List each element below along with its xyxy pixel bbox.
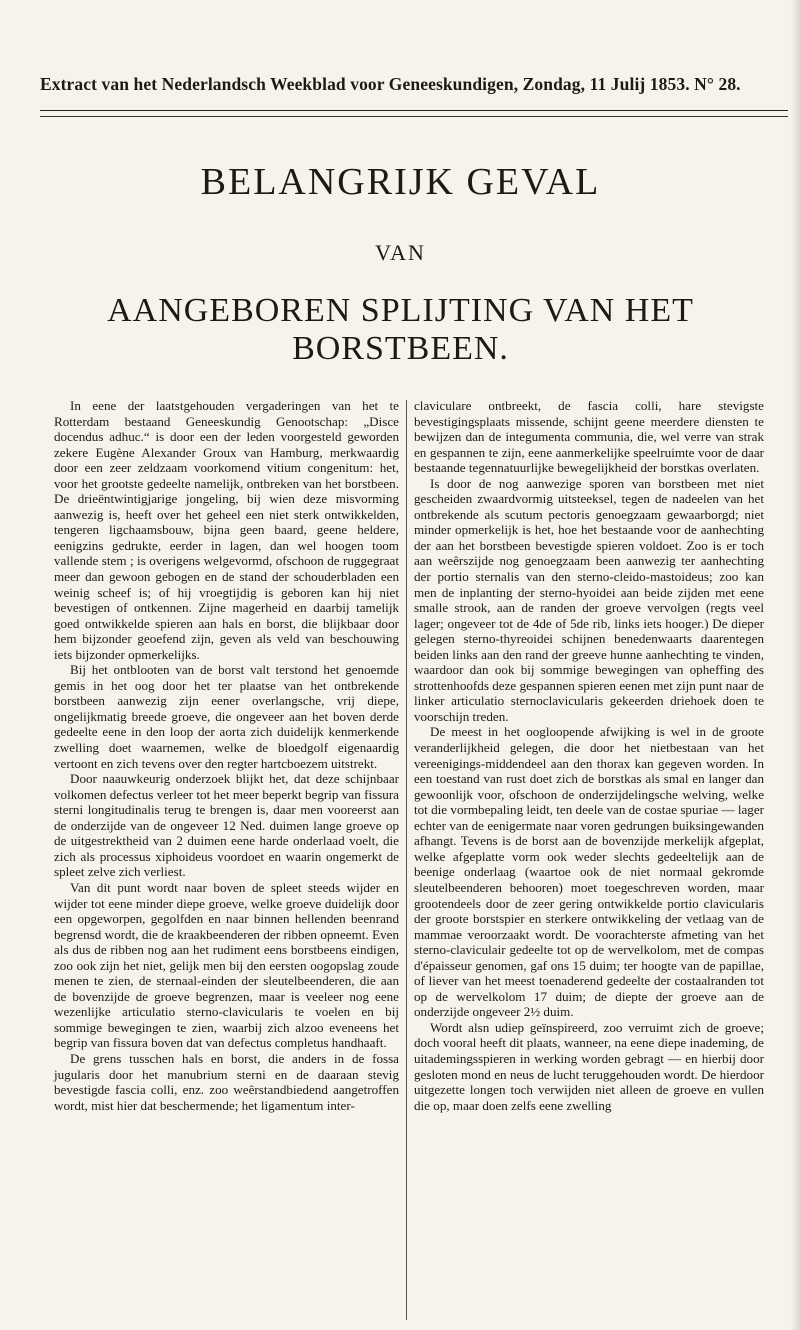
page-edge-shadow [791,0,801,1330]
paragraph: Bij het ontblooten van de borst valt terstond het genoemde gemis in het oog door het ter plaatse van het ontbrekende borstbeen aanwezig zijn eener overlangsche, vrij diepe, ongelijkmatig breede groeve, die ongeveer aan het boven derde gedeelte eene in den loop der aorta zich duidelijk kenmerkende zwelling doet waarnemen, welke de bloedgolf eigenaardig vertoont en zich tevens over den regter hartcboezem uitstrekt. [54,662,399,771]
journal-header [40,74,790,95]
header-rule-thin [40,116,788,117]
issue-number: N° 28. [694,74,741,94]
left-column [54,398,399,1113]
journal-header-text: Extract van het Nederlandsch Weekblad voor Geneeskundigen, Zondag, 11 Julij 1853. [40,74,690,94]
title-line-2: VAN [375,240,426,265]
paragraph: De grens tusschen hals en borst, die anders in de fossa jugularis door het manubrium sterni en de daaraan stevig bevestigde fascia colli, enz. zoo weêrstandbiedend aangetroffen wordt, mist hier dat beschermende; het ligamentum inter- [54,1050,399,1113]
paragraph: Van dit punt wordt naar boven de spleet steeds wijder en wijder tot eene minder diepe groeve, welke groeve duidelijk door een opgeworpen, gegolfden en naar binnen hellenden beenrand begrensd wordt, die de kraakbeenderen der ribben opneemt. Even als dus de ribben nog aan het rudiment eens borstbeens eindigen, zoo ook zijn het niet, gelijk men bij den eersten oogopslag zoude menen te zien, de sternaal-einden der sleutelbeenderen, die aan de bovenzijde de groeve begrenzen, maar is veeleer nog eene wezenlijke articulatio sterno-clavicularis te voelen en bij sommige bewegingen te zien, waarbij zich alzoo eveneens het begrip van fissura boven dat van defectus completus handhaaft. [54,879,399,1051]
paragraph: Is door de nog aanwezige sporen van borstbeen met niet gescheiden zwaardvormig uitsteeksel, tegen de nadeelen van het ontbrekende als scutum pectoris genoegzaam gewaarborgd; niet minder opmerkelijk is het, hoe het bestaande voor de aanhechting der aan het borstbeen bevestigde spieren voldoet. Zoo is er toch aan weêrszijde nog genoegzaam been aanwezig ter aanhechting der portio sternalis van den sterno-cleido-mastoideus; zoo kan men de inplanting der sterno-hyoidei aan beide zijden met eene smalle strook, aan de randen der groeve vervolgen (regts veel lager; ongeveer tot de 4de of 5de rib, links iets hooger.) De dieper gelegen sterno-thyreoidei schijnen benedenwaarts daarentegen beiden links aan den rand der greeve hunne aanhechting te vinden, waardoor dan ook bij sommige bewegingen van opheffing des strottenhoofds deze gespannen spieren eenen met zijn punt naar de linker articulatio sternoclavicularis gekeerden driehoek doen te voorschijn treden. [414,475,764,724]
header-rule-thick [40,110,788,111]
paragraph: Wordt alsn udiep geïnspireerd, zoo verruimt zich de groeve; doch vooral heeft dit plaats, wanneer, na eene diepe inademing, de uitademingsspieren in werking worden gebragt — en hierbij door gesloten mond en neus de lucht teruggehouden wordt. De hierdoor uitgezette longen toch verwijden niet alleen de groeve en vullen die op, maar doen zelfs eene zwelling [414,1019,764,1113]
column-divider [406,400,407,1320]
right-column [414,398,764,1113]
paragraph: In eene der laatstgehouden vergaderingen van het te Rotterdam bestaand Geneeskundig Genootschap: „Disce docendus adhuc.“ is door een der leden voorgesteld geworden zekere Eugène Alexander Groux van Hamburg, merkwaardig door een zeer zeldzaam voorkomend vitium congenitum: het, voor het grootste gedeelte namelijk, ontbreken van het borstbeen. De drieëntwintigjarige jongeling, bij wien deze misvorming aanwezig is, heeft over het geheel een niet sterk ontwikkelden, tengeren ligchaamsbouw, bijna geen baard, geene heldere, eenigzins gedrukte, eerder in lagen, dan wel hoogen toom vallende stem ; is overigens welgevormd, ofschoon de ruggegraat meer dan gewoon gebogen en de stand der schouderbladen een weinig scheef is; of hij vroegtijdig is geboren kan hij niet bevestigen of ontkennen. Zijne magerheid en daarbij tamelijk goed ontwikkelde spieren aan hals en borst, die blijkbaar door hem bijzonder geoefend zijn, geven als veld van beschouwing iets bijzonder opmerkelijks. [54,398,399,662]
paragraph: De meest in het oogloopende afwijking is wel in de groote veranderlijkheid gelegen, die door het nietbestaan van het vereenigings-middendeel aan den thorax kan gegeven worden. In een toestand van rust doet zich de borstkas als smal en langer dan gewoonlijk voor, ofschoon de onderzijdelingsche welving, welke tot die vormbepaling leidt, ten deele van de costae spuriae — lager echter van de eenigermate naar voren gedrungen buiksingewanden afhangt. Tevens is de borst aan de bovenzijde merkelijk afgeplat, welke afgeplatte vorm ook weder slechts gedeeltelijk aan de beenige onderlaag (waartoe ook de niet normaal gekromde sleutelbeenderen behooren) moet toegeschreven worden, maar grootendeels door de zeer gering ontwikkelde portio clavicularis der groote borstspier en sterkere ontwikkeling der vetlaag van de mammae veroorzaakt wordt. De voorachterste afmeting van het sterno-claviculair gedeelte tot op de wervelkolom, met de compas d'épaisseur genomen, gaf ons 15 duim; ter hoogte van de papillae, of liever van het meest toenaderend gedeelte der costaalranden tot op de wervelkolom 17 duim; de diepte der groeve aan de onderzijde ongeveer 2½ duim. [414,724,764,1020]
paragraph: Door naauwkeurig onderzoek blijkt het, dat deze schijnbaar volkomen defectus verleer tot het meer beperkt begrip van fissura sterni longitudinalis terug te brengen is, daar men vooreerst aan de onderzijde van de ongeveer 12 Ned. duimen lange groeve op de uitgestrektheid van 2 duimen eene harde onderlaad voelt, die zich als processus xiphoideus voordoet en waarin ongemerkt de spleet zelve zich verliest. [54,771,399,880]
paragraph: claviculare ontbreekt, de fascia colli, hare stevigste bevestigingsplaats missende, schijnt geene meerdere diensten te bewijzen dan de integumenta communia, die, wel verre van strak en gespannen te zijn, eene aanmerkelijke speelruimte voor de daar bestaande tegennatuurlijke bewegelijkheid der borstkas overlaten. [414,398,764,476]
title-line-3: AANGEBOREN SPLIJTING VAN HET BORSTBEEN. [107,292,694,367]
title-line-1: BELANGRIJK GEVAL [200,161,601,203]
